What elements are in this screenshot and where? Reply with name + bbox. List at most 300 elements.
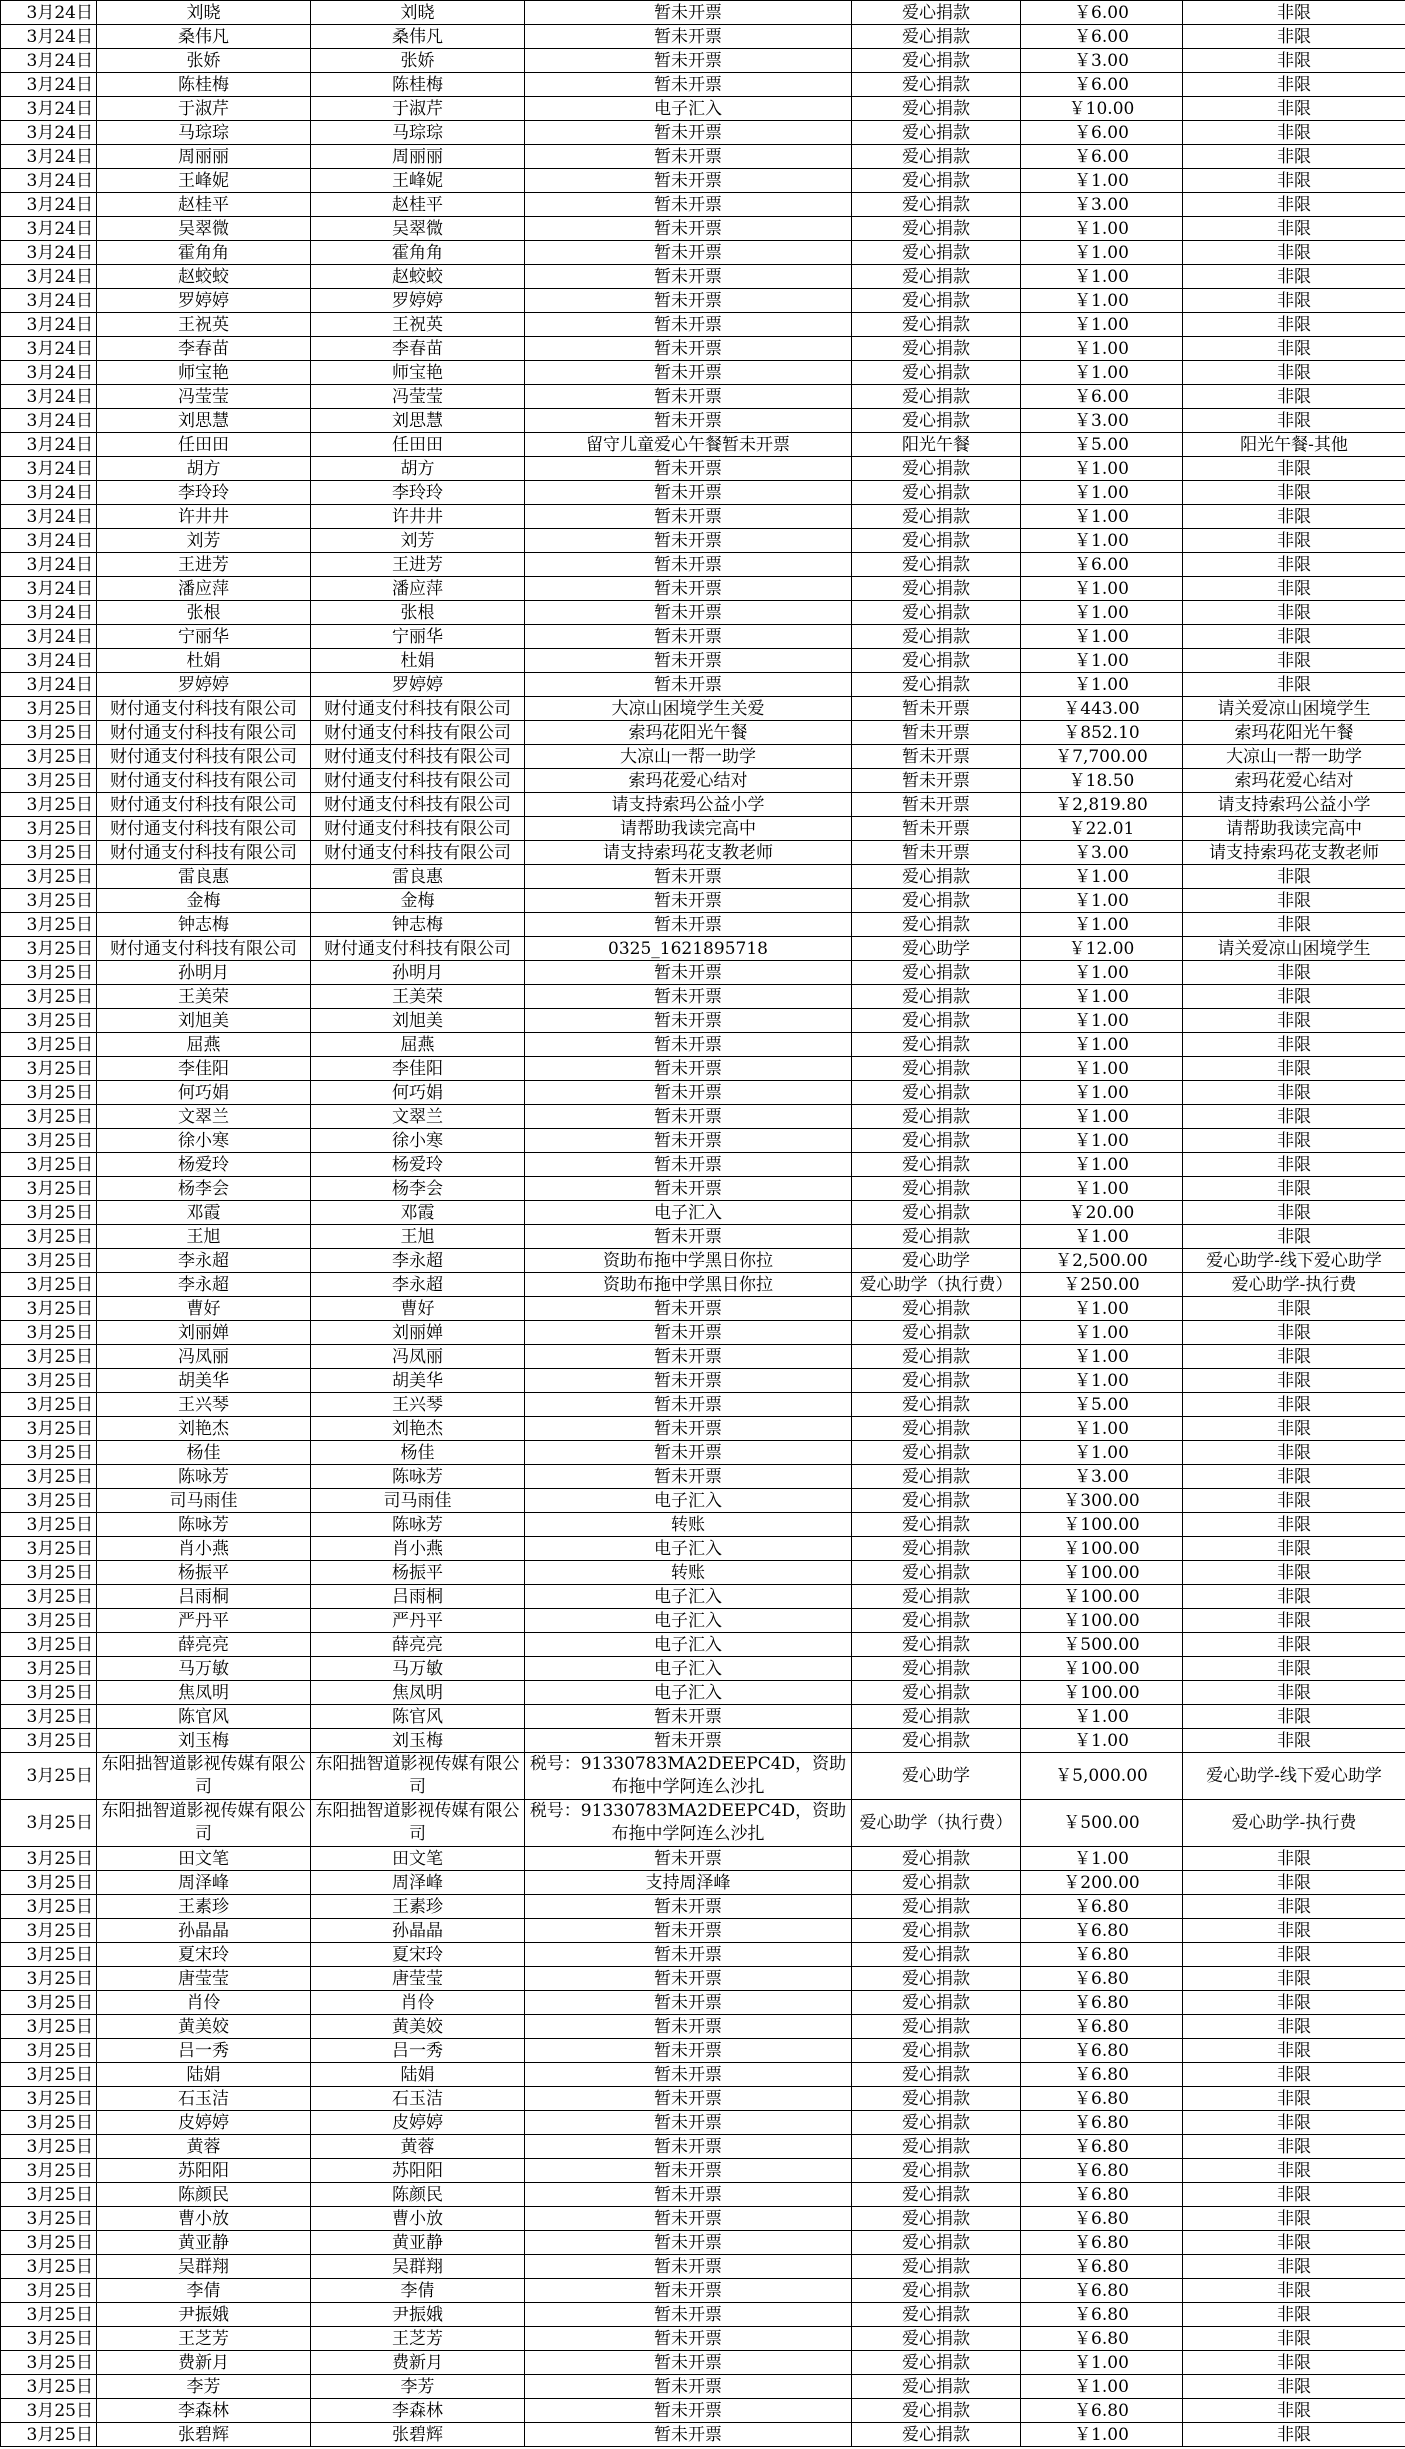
project-cell: 爱心捐款 [852, 2111, 1021, 2135]
table-row [1, 1465, 1405, 1489]
project-cell: 爱心捐款 [852, 1153, 1021, 1177]
table-row [1, 577, 1405, 601]
table-row [1, 817, 1405, 841]
amount-cell: ￥6.80 [1021, 1967, 1183, 1991]
date-cell: 3月25日 [1, 1681, 97, 1705]
donor-cell: 尹振娥 [97, 2303, 311, 2327]
payer-cell: 胡美华 [311, 1369, 525, 1393]
payer-cell: 刘丽婵 [311, 1321, 525, 1345]
note-cell: 大凉山困境学生关爱 [525, 697, 852, 721]
date-cell: 3月25日 [1, 1177, 97, 1201]
date-cell: 3月25日 [1, 1249, 97, 1273]
date-cell: 3月25日 [1, 1297, 97, 1321]
table-row [1, 1943, 1405, 1967]
donor-cell: 李芳 [97, 2375, 311, 2399]
payer-cell: 周泽峰 [311, 1871, 525, 1895]
table-row [1, 73, 1405, 97]
payer-cell: 陈咏芳 [311, 1465, 525, 1489]
note-cell: 暂未开票 [525, 1967, 852, 1991]
project-cell: 爱心捐款 [852, 457, 1021, 481]
project-cell: 爱心捐款 [852, 1225, 1021, 1249]
payer-cell: 李芳 [311, 2375, 525, 2399]
payer-cell: 田文笔 [311, 1847, 525, 1871]
note-cell: 暂未开票 [525, 1177, 852, 1201]
table-row [1, 1273, 1405, 1297]
date-cell: 3月25日 [1, 1943, 97, 1967]
note-cell: 暂未开票 [525, 1895, 852, 1919]
project-cell: 爱心捐款 [852, 1129, 1021, 1153]
project-cell: 暂未开票 [852, 745, 1021, 769]
amount-cell: ￥1.00 [1021, 1153, 1183, 1177]
payer-cell: 张碧辉 [311, 2423, 525, 2447]
donor-cell: 肖小燕 [97, 1537, 311, 1561]
purpose-cell: 阳光午餐-其他 [1183, 433, 1405, 457]
note-cell: 暂未开票 [525, 2183, 852, 2207]
amount-cell: ￥6.80 [1021, 2039, 1183, 2063]
payer-cell: 马琮琮 [311, 121, 525, 145]
table-row [1, 1201, 1405, 1225]
project-cell: 爱心捐款 [852, 1081, 1021, 1105]
amount-cell: ￥1.00 [1021, 601, 1183, 625]
date-cell: 3月25日 [1, 1081, 97, 1105]
date-cell: 3月25日 [1, 2207, 97, 2231]
donor-cell: 王祝英 [97, 313, 311, 337]
amount-cell: ￥1.00 [1021, 673, 1183, 697]
table-row [1, 2207, 1405, 2231]
project-cell: 爱心捐款 [852, 625, 1021, 649]
table-row [1, 1609, 1405, 1633]
project-cell: 爱心捐款 [852, 505, 1021, 529]
payer-cell: 黄蓉 [311, 2135, 525, 2159]
amount-cell: ￥1.00 [1021, 361, 1183, 385]
payer-cell: 霍角角 [311, 241, 525, 265]
donor-cell: 周泽峰 [97, 1871, 311, 1895]
date-cell: 3月25日 [1, 817, 97, 841]
purpose-cell: 非限 [1183, 2327, 1405, 2351]
payer-cell: 王旭 [311, 1225, 525, 1249]
payer-cell: 文翠兰 [311, 1105, 525, 1129]
payer-cell: 财付通支付科技有限公司 [311, 721, 525, 745]
amount-cell: ￥6.80 [1021, 1919, 1183, 1943]
amount-cell: ￥6.80 [1021, 2063, 1183, 2087]
amount-cell: ￥100.00 [1021, 1561, 1183, 1585]
project-cell: 爱心捐款 [852, 409, 1021, 433]
payer-cell: 杨佳 [311, 1441, 525, 1465]
payer-cell: 财付通支付科技有限公司 [311, 817, 525, 841]
payer-cell: 王美荣 [311, 985, 525, 1009]
project-cell: 爱心捐款 [852, 1585, 1021, 1609]
note-cell: 暂未开票 [525, 1129, 852, 1153]
table-row [1, 1393, 1405, 1417]
table-row [1, 1800, 1405, 1847]
project-cell: 爱心捐款 [852, 1441, 1021, 1465]
purpose-cell: 非限 [1183, 49, 1405, 73]
payer-cell: 财付通支付科技有限公司 [311, 745, 525, 769]
purpose-cell: 非限 [1183, 1489, 1405, 1513]
amount-cell: ￥1.00 [1021, 217, 1183, 241]
project-cell: 爱心捐款 [852, 2159, 1021, 2183]
project-cell: 爱心捐款 [852, 865, 1021, 889]
table-row [1, 553, 1405, 577]
donor-cell: 财付通支付科技有限公司 [97, 745, 311, 769]
table-row [1, 2399, 1405, 2423]
payer-cell: 黄亚静 [311, 2231, 525, 2255]
table-row [1, 793, 1405, 817]
payer-cell: 王素珍 [311, 1895, 525, 1919]
amount-cell: ￥1.00 [1021, 1105, 1183, 1129]
purpose-cell: 爱心助学-线下爱心助学 [1183, 1753, 1405, 1800]
payer-cell: 刘晓 [311, 1, 525, 25]
note-cell: 暂未开票 [525, 625, 852, 649]
purpose-cell: 非限 [1183, 601, 1405, 625]
date-cell: 3月25日 [1, 2303, 97, 2327]
amount-cell: ￥6.00 [1021, 1, 1183, 25]
amount-cell: ￥6.00 [1021, 121, 1183, 145]
amount-cell: ￥100.00 [1021, 1681, 1183, 1705]
amount-cell: ￥100.00 [1021, 1585, 1183, 1609]
table-row [1, 241, 1405, 265]
table-row [1, 2063, 1405, 2087]
purpose-cell: 非限 [1183, 1129, 1405, 1153]
amount-cell: ￥500.00 [1021, 1800, 1183, 1847]
amount-cell: ￥1.00 [1021, 481, 1183, 505]
date-cell: 3月25日 [1, 721, 97, 745]
donor-cell: 师宝艳 [97, 361, 311, 385]
amount-cell: ￥1.00 [1021, 313, 1183, 337]
date-cell: 3月25日 [1, 1345, 97, 1369]
project-cell: 爱心捐款 [852, 2399, 1021, 2423]
project-cell: 爱心助学（执行费） [852, 1273, 1021, 1297]
amount-cell: ￥12.00 [1021, 937, 1183, 961]
date-cell: 3月24日 [1, 241, 97, 265]
table-row [1, 1489, 1405, 1513]
amount-cell: ￥2,500.00 [1021, 1249, 1183, 1273]
table-row [1, 1681, 1405, 1705]
purpose-cell: 非限 [1183, 2423, 1405, 2447]
purpose-cell: 非限 [1183, 409, 1405, 433]
project-cell: 爱心捐款 [852, 985, 1021, 1009]
project-cell: 爱心捐款 [852, 1633, 1021, 1657]
table-row [1, 697, 1405, 721]
donor-cell: 杨振平 [97, 1561, 311, 1585]
project-cell: 爱心捐款 [852, 337, 1021, 361]
note-cell: 暂未开票 [525, 2399, 852, 2423]
purpose-cell: 非限 [1183, 1105, 1405, 1129]
note-cell: 暂未开票 [525, 2351, 852, 2375]
note-cell: 大凉山一帮一助学 [525, 745, 852, 769]
project-cell: 爱心捐款 [852, 2015, 1021, 2039]
donor-cell: 陈咏芳 [97, 1513, 311, 1537]
table-row [1, 1561, 1405, 1585]
date-cell: 3月25日 [1, 1009, 97, 1033]
amount-cell: ￥100.00 [1021, 1609, 1183, 1633]
donor-cell: 李倩 [97, 2279, 311, 2303]
purpose-cell: 非限 [1183, 2135, 1405, 2159]
date-cell: 3月25日 [1, 985, 97, 1009]
purpose-cell: 请关爱凉山困境学生 [1183, 697, 1405, 721]
amount-cell: ￥500.00 [1021, 1633, 1183, 1657]
note-cell: 暂未开票 [525, 529, 852, 553]
date-cell: 3月25日 [1, 1321, 97, 1345]
note-cell: 暂未开票 [525, 2231, 852, 2255]
project-cell: 爱心捐款 [852, 1033, 1021, 1057]
note-cell: 暂未开票 [525, 457, 852, 481]
purpose-cell: 非限 [1183, 553, 1405, 577]
purpose-cell: 非限 [1183, 2303, 1405, 2327]
note-cell: 电子汇入 [525, 1633, 852, 1657]
note-cell: 暂未开票 [525, 2255, 852, 2279]
donor-cell: 陈颜民 [97, 2183, 311, 2207]
note-cell: 暂未开票 [525, 73, 852, 97]
date-cell: 3月25日 [1, 2135, 97, 2159]
date-cell: 3月24日 [1, 601, 97, 625]
payer-cell: 东阳拙智道影视传媒有限公司 [311, 1800, 525, 1847]
project-cell: 爱心捐款 [852, 121, 1021, 145]
amount-cell: ￥6.80 [1021, 2255, 1183, 2279]
project-cell: 爱心捐款 [852, 1417, 1021, 1441]
date-cell: 3月25日 [1, 2039, 97, 2063]
purpose-cell: 爱心助学-执行费 [1183, 1800, 1405, 1847]
amount-cell: ￥1.00 [1021, 1847, 1183, 1871]
table-row [1, 2423, 1405, 2447]
donor-cell: 于淑芹 [97, 97, 311, 121]
amount-cell: ￥6.00 [1021, 25, 1183, 49]
donor-cell: 何巧娟 [97, 1081, 311, 1105]
table-row [1, 1633, 1405, 1657]
project-cell: 爱心捐款 [852, 1345, 1021, 1369]
donor-cell: 刘晓 [97, 1, 311, 25]
purpose-cell: 非限 [1183, 1871, 1405, 1895]
purpose-cell: 非限 [1183, 1345, 1405, 1369]
purpose-cell: 非限 [1183, 1919, 1405, 1943]
project-cell: 爱心捐款 [852, 2351, 1021, 2375]
purpose-cell: 非限 [1183, 1561, 1405, 1585]
purpose-cell: 非限 [1183, 625, 1405, 649]
note-cell: 暂未开票 [525, 601, 852, 625]
amount-cell: ￥6.80 [1021, 2279, 1183, 2303]
purpose-cell: 非限 [1183, 289, 1405, 313]
payer-cell: 杨振平 [311, 1561, 525, 1585]
purpose-cell: 非限 [1183, 985, 1405, 1009]
amount-cell: ￥3.00 [1021, 49, 1183, 73]
table-row [1, 673, 1405, 697]
purpose-cell: 非限 [1183, 1537, 1405, 1561]
amount-cell: ￥6.80 [1021, 2399, 1183, 2423]
project-cell: 爱心捐款 [852, 529, 1021, 553]
amount-cell: ￥5.00 [1021, 433, 1183, 457]
note-cell: 暂未开票 [525, 1441, 852, 1465]
note-cell: 暂未开票 [525, 1991, 852, 2015]
donor-cell: 罗婷婷 [97, 673, 311, 697]
table-row [1, 121, 1405, 145]
date-cell: 3月25日 [1, 841, 97, 865]
date-cell: 3月24日 [1, 121, 97, 145]
project-cell: 爱心捐款 [852, 1967, 1021, 1991]
payer-cell: 苏阳阳 [311, 2159, 525, 2183]
donor-cell: 胡方 [97, 457, 311, 481]
payer-cell: 陈桂梅 [311, 73, 525, 97]
table-row [1, 961, 1405, 985]
amount-cell: ￥300.00 [1021, 1489, 1183, 1513]
table-row [1, 1537, 1405, 1561]
donor-cell: 黄亚静 [97, 2231, 311, 2255]
note-cell: 暂未开票 [525, 1729, 852, 1753]
payer-cell: 罗婷婷 [311, 673, 525, 697]
note-cell: 暂未开票 [525, 1919, 852, 1943]
donor-cell: 财付通支付科技有限公司 [97, 817, 311, 841]
donor-cell: 财付通支付科技有限公司 [97, 793, 311, 817]
table-row [1, 1441, 1405, 1465]
payer-cell: 金梅 [311, 889, 525, 913]
note-cell: 暂未开票 [525, 2303, 852, 2327]
purpose-cell: 非限 [1183, 73, 1405, 97]
donor-cell: 吕雨桐 [97, 1585, 311, 1609]
donor-cell: 霍角角 [97, 241, 311, 265]
purpose-cell: 非限 [1183, 2231, 1405, 2255]
date-cell: 3月25日 [1, 1033, 97, 1057]
purpose-cell: 非限 [1183, 1705, 1405, 1729]
project-cell: 爱心捐款 [852, 553, 1021, 577]
project-cell: 爱心捐款 [852, 889, 1021, 913]
note-cell: 暂未开票 [525, 1847, 852, 1871]
purpose-cell: 非限 [1183, 1585, 1405, 1609]
purpose-cell: 非限 [1183, 121, 1405, 145]
amount-cell: ￥6.80 [1021, 1895, 1183, 1919]
note-cell: 暂未开票 [525, 1369, 852, 1393]
note-cell: 请支持索玛花支教老师 [525, 841, 852, 865]
purpose-cell: 非限 [1183, 889, 1405, 913]
donor-cell: 苏阳阳 [97, 2159, 311, 2183]
donor-cell: 邓霞 [97, 1201, 311, 1225]
note-cell: 暂未开票 [525, 1081, 852, 1105]
table-row [1, 1847, 1405, 1871]
purpose-cell: 非限 [1183, 193, 1405, 217]
table-row [1, 2375, 1405, 2399]
donor-cell: 李春苗 [97, 337, 311, 361]
donor-cell: 夏宋玲 [97, 1943, 311, 1967]
table-row [1, 2351, 1405, 2375]
note-cell: 暂未开票 [525, 409, 852, 433]
project-cell: 爱心捐款 [852, 913, 1021, 937]
purpose-cell: 非限 [1183, 1057, 1405, 1081]
date-cell: 3月24日 [1, 649, 97, 673]
note-cell: 转账 [525, 1513, 852, 1537]
amount-cell: ￥1.00 [1021, 1225, 1183, 1249]
date-cell: 3月25日 [1, 2423, 97, 2447]
amount-cell: ￥2,819.80 [1021, 793, 1183, 817]
donor-cell: 陆娟 [97, 2063, 311, 2087]
date-cell: 3月25日 [1, 769, 97, 793]
table-row [1, 385, 1405, 409]
payer-cell: 李春苗 [311, 337, 525, 361]
payer-cell: 财付通支付科技有限公司 [311, 937, 525, 961]
project-cell: 爱心捐款 [852, 1943, 1021, 1967]
table-row [1, 1871, 1405, 1895]
table-row [1, 601, 1405, 625]
note-cell: 暂未开票 [525, 289, 852, 313]
note-cell: 暂未开票 [525, 1033, 852, 1057]
donor-cell: 徐小寒 [97, 1129, 311, 1153]
purpose-cell: 爱心助学-执行费 [1183, 1273, 1405, 1297]
note-cell: 税号：91330783MA2DEEPC4D，资助布拖中学阿连么沙扎 [525, 1800, 852, 1847]
payer-cell: 王芝芳 [311, 2327, 525, 2351]
purpose-cell: 非限 [1183, 2351, 1405, 2375]
purpose-cell: 索玛花阳光午餐 [1183, 721, 1405, 745]
note-cell: 资助布拖中学黑日你拉 [525, 1273, 852, 1297]
table-row [1, 313, 1405, 337]
note-cell: 暂未开票 [525, 2087, 852, 2111]
project-cell: 爱心捐款 [852, 1177, 1021, 1201]
table-row [1, 1369, 1405, 1393]
amount-cell: ￥1.00 [1021, 1081, 1183, 1105]
date-cell: 3月25日 [1, 1705, 97, 1729]
table-row [1, 97, 1405, 121]
payer-cell: 屈燕 [311, 1033, 525, 1057]
table-row [1, 2111, 1405, 2135]
amount-cell: ￥1.00 [1021, 889, 1183, 913]
amount-cell: ￥1.00 [1021, 169, 1183, 193]
date-cell: 3月25日 [1, 1537, 97, 1561]
payer-cell: 刘玉梅 [311, 1729, 525, 1753]
note-cell: 税号：91330783MA2DEEPC4D，资助布拖中学阿连么沙扎 [525, 1753, 852, 1800]
payer-cell: 李永超 [311, 1273, 525, 1297]
note-cell: 暂未开票 [525, 1105, 852, 1129]
project-cell: 爱心捐款 [852, 217, 1021, 241]
payer-cell: 周丽丽 [311, 145, 525, 169]
donor-cell: 刘玉梅 [97, 1729, 311, 1753]
amount-cell: ￥1.00 [1021, 1417, 1183, 1441]
amount-cell: ￥3.00 [1021, 409, 1183, 433]
project-cell: 爱心捐款 [852, 361, 1021, 385]
date-cell: 3月24日 [1, 505, 97, 529]
purpose-cell: 非限 [1183, 2279, 1405, 2303]
table-row [1, 937, 1405, 961]
payer-cell: 东阳拙智道影视传媒有限公司 [311, 1753, 525, 1800]
amount-cell: ￥1.00 [1021, 577, 1183, 601]
project-cell: 爱心捐款 [852, 49, 1021, 73]
amount-cell: ￥6.80 [1021, 2111, 1183, 2135]
payer-cell: 陈颜民 [311, 2183, 525, 2207]
table-row [1, 1705, 1405, 1729]
purpose-cell: 爱心助学-线下爱心助学 [1183, 1249, 1405, 1273]
payer-cell: 王峰妮 [311, 169, 525, 193]
donor-cell: 孙晶晶 [97, 1919, 311, 1943]
date-cell: 3月25日 [1, 2015, 97, 2039]
date-cell: 3月25日 [1, 1657, 97, 1681]
date-cell: 3月24日 [1, 289, 97, 313]
date-cell: 3月24日 [1, 409, 97, 433]
purpose-cell: 非限 [1183, 217, 1405, 241]
donor-cell: 张根 [97, 601, 311, 625]
project-cell: 暂未开票 [852, 841, 1021, 865]
project-cell: 爱心捐款 [852, 2255, 1021, 2279]
purpose-cell: 非限 [1183, 2399, 1405, 2423]
amount-cell: ￥22.01 [1021, 817, 1183, 841]
payer-cell: 薛亮亮 [311, 1633, 525, 1657]
payer-cell: 张根 [311, 601, 525, 625]
note-cell: 暂未开票 [525, 1225, 852, 1249]
purpose-cell: 非限 [1183, 1847, 1405, 1871]
table-row [1, 409, 1405, 433]
table-row [1, 433, 1405, 457]
project-cell: 爱心捐款 [852, 1369, 1021, 1393]
table-row [1, 1919, 1405, 1943]
date-cell: 3月24日 [1, 1, 97, 25]
table-row [1, 1657, 1405, 1681]
date-cell: 3月25日 [1, 1991, 97, 2015]
note-cell: 暂未开票 [525, 961, 852, 985]
table-row [1, 985, 1405, 1009]
